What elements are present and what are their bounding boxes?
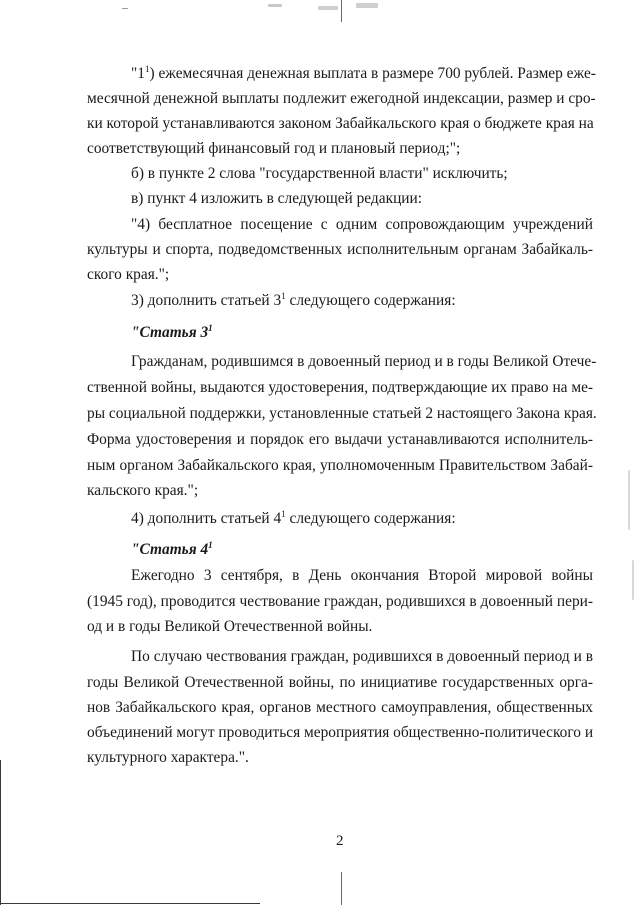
- article-heading: "Статья $3^1$: [131, 322, 213, 341]
- paragraph-line: кальского края.";: [87, 482, 199, 499]
- paragraph-line: од и в годы Великой Отечественной войны.: [87, 618, 373, 635]
- page-number: 2: [336, 833, 344, 849]
- scan-artifact-bottom-line: [341, 872, 342, 905]
- scan-speckle: [318, 6, 338, 10]
- paragraph-line: Форма удостоверения и порядок его выдачи устанавливаются исполнитель-: [87, 431, 593, 448]
- paragraph-line: "4) бесплатное посещение с одним сопровождающим учреждений: [131, 216, 593, 233]
- scan-speckle: [122, 8, 128, 9]
- article-heading: "Статья $4^1$: [131, 539, 213, 558]
- scan-speckle: [356, 3, 378, 8]
- paragraph-line: ственной войны, выдаются удостоверения, подтверждающие их право на ме-: [87, 379, 594, 396]
- paragraph-line: в) пункт 4 изложить в следующей редакции:: [131, 190, 423, 207]
- paragraph-line: По случаю чествования граждан, родившихся в довоенный период и в: [131, 648, 593, 665]
- scan-artifact-left-edge: [0, 760, 1, 905]
- paragraph-line: ры социальной поддержки, установленные статьей 2 настоящего Закона края.: [87, 405, 597, 422]
- paragraph-line: нов Забайкальского края, органов местного самоуправления, общественных: [87, 699, 593, 716]
- scan-speckle: [628, 470, 630, 530]
- scan-speckle: [268, 4, 282, 7]
- paragraph-line: ным органом Забайкальского края, уполномоченным Правительством Забай-: [87, 457, 593, 474]
- scan-speckle: [632, 560, 634, 600]
- paragraph-line: годы Великой Отечественной войны, по инициативе государственных орга-: [87, 674, 593, 691]
- paragraph-line: "$1^1$) ежемесячная денежная выплата в размере 700 рублей. Размер еже-: [131, 63, 596, 82]
- paragraph-line: месячной денежной выплаты подлежит ежегодной индексации, размер и сро-: [87, 90, 596, 107]
- paragraph-line: ского края.";: [87, 266, 170, 283]
- scan-artifact-top-line: [341, 0, 342, 22]
- scan-artifact-bottom-edge: [0, 903, 260, 904]
- paragraph-line: 4) дополнить статьей $4^1$ следующего содержания:: [131, 508, 456, 527]
- paragraph-line: 3) дополнить статьей $3^1$ следующего содержания:: [131, 290, 456, 309]
- paragraph-line: (1945 год), проводится чествование граждан, родившихся в довоенный пери-: [87, 593, 593, 610]
- paragraph-line: Ежегодно 3 сентября, в День окончания Второй мировой войны: [131, 567, 593, 584]
- paragraph-line: Гражданам, родившимся в довоенный период и в годы Великой Отече-: [131, 353, 597, 370]
- paragraph-line: культуры и спорта, подведомственных исполнительным органам Забайкаль-: [87, 241, 593, 258]
- paragraph-line: б) в пункте 2 слова "государственной власти" исключить;: [131, 165, 508, 182]
- paragraph-line: ки которой устанавливаются законом Забайкальского края о бюджете края на: [87, 115, 594, 132]
- paragraph-line: культурного характера.".: [87, 749, 249, 766]
- paragraph-line: соответствующий финансовый год и плановый период;";: [87, 140, 461, 157]
- paragraph-line: объединений могут проводиться мероприятия общественно-политического и: [87, 724, 594, 741]
